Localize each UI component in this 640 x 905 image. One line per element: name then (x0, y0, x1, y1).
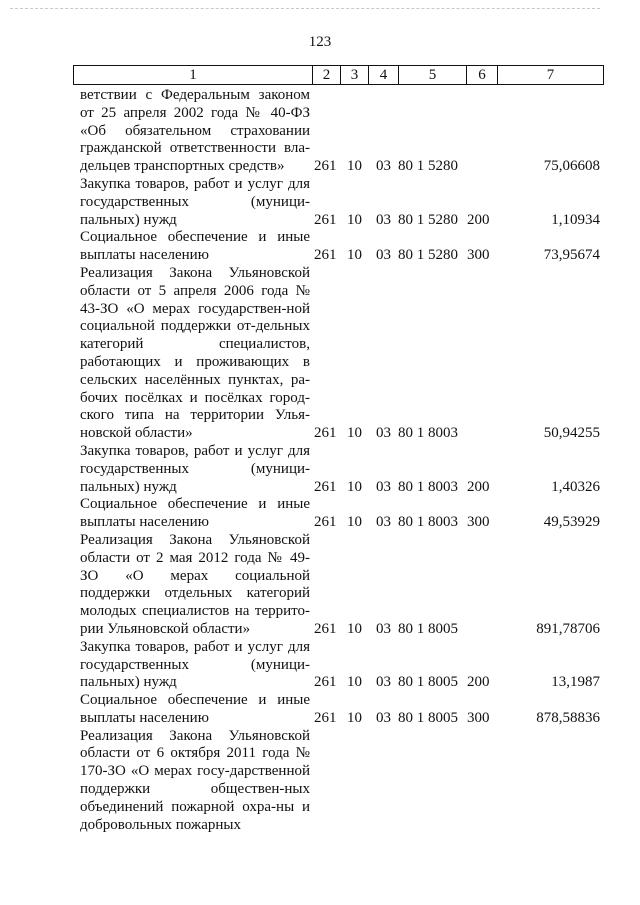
row-description: Закупка товаров, работ и услуг для государственных (муници-пальных) нужд (80, 175, 310, 228)
row-target-article: 80 1 5280 (398, 158, 458, 175)
row-admin-code: 261 (314, 514, 337, 531)
row-description: Реализация Закона Ульяновской области от 2 мая 2012 года № 49-ЗО «О мерах социальной поддержки отдельных категорий молодых специалистов на террито-рии Ульяновской области» (80, 531, 310, 637)
row-section-code: 10 (347, 674, 362, 691)
row-description: Закупка товаров, работ и услуг для государственных (муници-пальных) нужд (80, 638, 310, 691)
row-target-article: 80 1 8005 (398, 674, 458, 691)
row-expense-type: 300 (467, 247, 490, 264)
row-admin-code: 261 (314, 247, 337, 264)
row-expense-type: 200 (467, 478, 490, 495)
row-subsection-code: 03 (376, 514, 391, 531)
row-admin-code: 261 (314, 709, 337, 726)
row-amount: 1,40326 (551, 478, 600, 495)
table-row (0, 532, 640, 639)
row-admin-code: 261 (314, 478, 337, 495)
table-row (0, 692, 640, 728)
table-row (0, 265, 640, 443)
budget-rows (0, 87, 640, 834)
row-section-code: 10 (347, 514, 362, 531)
column-header-3: 3 (341, 66, 369, 85)
row-description: Реализация Закона Ульяновской области от 6 октября 2011 года № 170-ЗО «О мерах госу-дарственной поддержки обществен-ных объединений пожарной охра-ны и добровольных пожарных (80, 727, 310, 833)
table-row (0, 229, 640, 265)
row-description: Социальное обеспечение и иные выплаты населению (80, 496, 310, 531)
row-expense-type: 300 (467, 709, 490, 726)
table-row (0, 87, 640, 176)
row-section-code: 10 (347, 211, 362, 228)
scan-top-rule (10, 8, 600, 9)
row-subsection-code: 03 (376, 158, 391, 175)
row-amount: 50,94255 (543, 425, 600, 442)
column-header-table (73, 65, 604, 85)
row-subsection-code: 03 (376, 674, 391, 691)
row-target-article: 80 1 8003 (398, 478, 458, 495)
table-row (0, 176, 640, 229)
row-section-code: 10 (347, 620, 362, 637)
column-header-4: 4 (369, 66, 399, 85)
row-description: Социальное обеспечение и иные выплаты населению (80, 692, 310, 726)
row-description: Социальное обеспечение и иные выплаты населению (80, 229, 310, 264)
column-header-5: 5 (399, 66, 467, 85)
row-admin-code: 261 (314, 425, 337, 442)
row-admin-code: 261 (314, 211, 337, 228)
row-description: ветствии с Федеральным законом от 25 апреля 2002 года № 40-ФЗ «Об обязательном страховании гражданской ответственности вла-дельцев транспортных средств» (80, 87, 310, 175)
row-subsection-code: 03 (376, 709, 391, 726)
table-row (0, 728, 640, 835)
column-header-7: 7 (498, 66, 604, 85)
row-section-code: 10 (347, 247, 362, 264)
row-amount: 1,10934 (551, 211, 600, 228)
row-amount: 75,06608 (543, 158, 600, 175)
row-target-article: 80 1 8005 (398, 709, 458, 726)
row-target-article: 80 1 8003 (398, 514, 458, 531)
table-row (0, 496, 640, 532)
row-expense-type: 300 (467, 514, 490, 531)
row-amount: 73,95674 (543, 247, 600, 264)
row-subsection-code: 03 (376, 478, 391, 495)
row-section-code: 10 (347, 425, 362, 442)
column-header-1: 1 (74, 66, 313, 85)
row-admin-code: 261 (314, 674, 337, 691)
row-section-code: 10 (347, 709, 362, 726)
row-target-article: 80 1 8005 (398, 620, 458, 637)
row-target-article: 80 1 8003 (398, 425, 458, 442)
row-description: Закупка товаров, работ и услуг для государственных (муници-пальных) нужд (80, 442, 310, 495)
row-admin-code: 261 (314, 620, 337, 637)
row-amount: 49,53929 (543, 514, 600, 531)
row-section-code: 10 (347, 158, 362, 175)
row-expense-type: 200 (467, 211, 490, 228)
page-number: 123 (308, 34, 332, 50)
row-section-code: 10 (347, 478, 362, 495)
row-subsection-code: 03 (376, 425, 391, 442)
table-row (0, 639, 640, 692)
row-admin-code: 261 (314, 158, 337, 175)
row-amount: 13,1987 (551, 674, 600, 691)
row-target-article: 80 1 5280 (398, 211, 458, 228)
column-header-6: 6 (467, 66, 498, 85)
row-subsection-code: 03 (376, 620, 391, 637)
row-amount: 878,58836 (536, 709, 600, 726)
table-row (0, 443, 640, 496)
column-header-row (74, 66, 604, 85)
row-subsection-code: 03 (376, 211, 391, 228)
row-description: Реализация Закона Ульяновской области от 5 апреля 2006 года № 43-ЗО «О мерах государствен-ной социальной поддержки от-дельных категорий специалистов, работающих и проживающих в сельских населённых пунктах, ра-бочих посёлках и посёлках город-ского типа на территории Улья-новской области» (80, 264, 310, 442)
row-subsection-code: 03 (376, 247, 391, 264)
row-target-article: 80 1 5280 (398, 247, 458, 264)
row-expense-type: 200 (467, 674, 490, 691)
column-header-2: 2 (313, 66, 341, 85)
row-amount: 891,78706 (536, 620, 600, 637)
